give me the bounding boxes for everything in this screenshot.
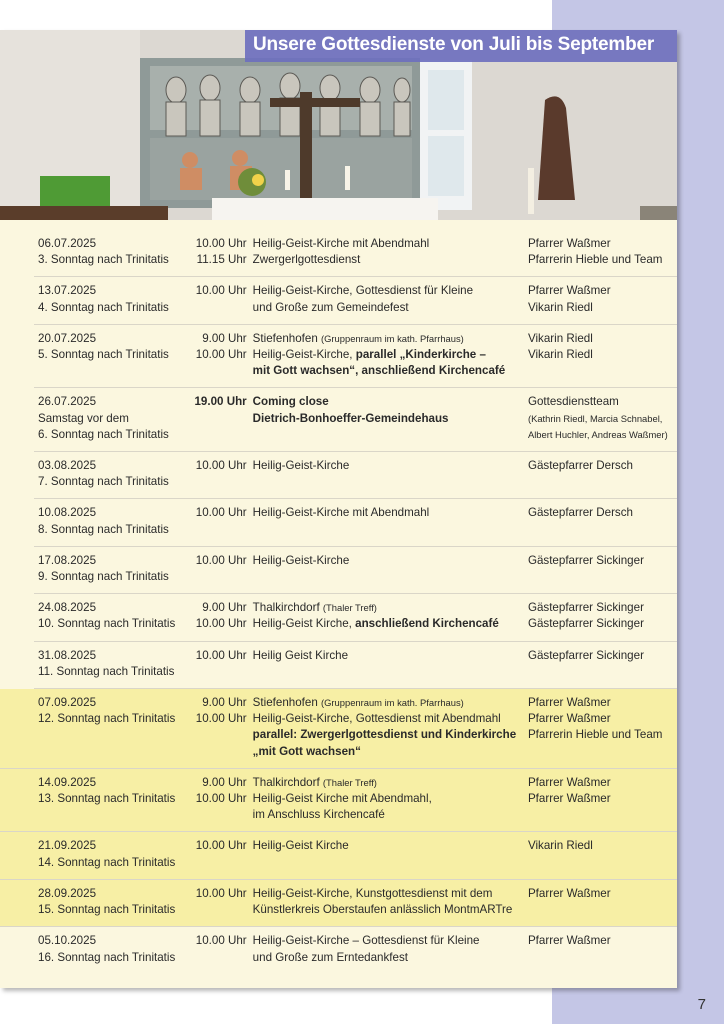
service-row [34,277,677,324]
service-row [34,452,677,499]
service-time: 9.00 Uhr 10.00 Uhr [195,331,247,362]
service-date: 26.07.2025 Samstag vor dem 6. Sonntag nach Trinitatis [38,395,169,441]
service-description: Heilig-Geist-Kirche [252,553,350,567]
service-person: Pfarrer Waßmer Pfarrer Waßmer [527,775,611,806]
service-description: Thalkirchdorf (Thaler Treff) Heilig-Geist Kirche, anschließend Kirchencafé [252,601,499,631]
service-person: Pfarrer Waßmer [527,886,611,900]
service-date: 20.07.2025 5. Sonntag nach Trinitatis [38,331,169,362]
service-person: Pfarrer Waßmer [527,934,611,948]
service-date: 03.08.2025 7. Sonntag nach Trinitatis [38,459,169,489]
service-row-highlighted [0,880,677,927]
page-number: 7 [697,996,706,1013]
service-person: Gästepfarrer Dersch [527,506,633,520]
service-person: Gästepfarrer Sickinger [527,648,644,662]
service-person: Gottesdienstteam (Kathrin Riedl, Marcia Schnabel, Albert Huchler, Andreas Waßmer) [527,395,668,440]
service-description: Thalkirchdorf (Thaler Treff) Heilig-Geist Kirche mit Abendmahl, im Anschluss Kirchencafé [252,775,432,822]
service-description: Coming close Dietrich-Bonhoeffer-Gemeindehaus [252,395,449,425]
page-title: Unsere Gottesdienste von Juli bis September [253,34,655,55]
service-time: 10.00 Uhr 11.15 Uhr [195,237,247,267]
service-time: 10.00 Uhr [195,459,247,473]
service-person: Gästepfarrer Dersch [527,459,633,473]
service-date: 14.09.2025 13. Sonntag nach Trinitatis [38,775,176,806]
service-row-highlighted [0,689,677,769]
service-time: 10.00 Uhr [195,553,247,567]
service-description: Heilig-Geist-Kirche mit Abendmahl [252,506,430,520]
service-time: 9.00 Uhr 10.00 Uhr [195,775,247,806]
service-date: 21.09.2025 14. Sonntag nach Trinitatis [38,839,176,869]
service-date: 06.07.2025 3. Sonntag nach Trinitatis [38,237,169,267]
service-person: Vikarin Riedl [527,839,593,853]
service-date: 05.10.2025 16. Sonntag nach Trinitatis [38,934,176,964]
schedule-card [0,30,677,988]
service-person: Pfarrer Waßmer Pfarrerin Hieble und Team [527,237,663,267]
service-time: 10.00 Uhr [195,839,247,853]
service-date: 10.08.2025 8. Sonntag nach Trinitatis [38,506,169,536]
service-description: Heilig-Geist Kirche [252,839,349,853]
service-row [34,230,677,277]
service-person: Pfarrer Waßmer Vikarin Riedl [527,284,611,314]
service-row [34,499,677,546]
service-time: 9.00 Uhr 10.00 Uhr [195,601,247,631]
service-person: Gästepfarrer Sickinger Gästepfarrer Sickinger [527,601,644,631]
service-row-highlighted [0,769,677,833]
service-description: Stiefenhofen (Gruppenraum im kath. Pfarrhaus) Heilig-Geist-Kirche, Gottesdienst mit Abendmahl parallel: Zwergerlgottesdienst und Kinderkirche „mit Gott wachsen“ [252,696,517,758]
service-date: 24.08.2025 10. Sonntag nach Trinitatis [38,601,176,631]
service-row [34,594,677,641]
service-time: 10.00 Uhr [195,284,247,298]
service-description: Stiefenhofen (Gruppenraum im kath. Pfarrhaus) Heilig-Geist-Kirche, parallel „Kinderkirche – mit Gott wachsen“, anschließend Kirchencafé [252,331,506,378]
service-description: Heilig-Geist-Kirche mit Abendmahl Zwergerlgottesdienst [252,237,430,267]
service-date: 31.08.2025 11. Sonntag nach Trinitatis [38,648,175,678]
service-row-highlighted [0,832,677,879]
service-row [34,325,677,389]
service-description: Heilig Geist Kirche [252,648,349,662]
service-date: 28.09.2025 15. Sonntag nach Trinitatis [38,886,176,917]
service-description: Heilig-Geist-Kirche [252,459,350,473]
title-bar [245,30,677,62]
service-description: Heilig-Geist-Kirche – Gottesdienst für Kleine und Große zum Erntedankfest [252,934,480,964]
service-time: 9.00 Uhr 10.00 Uhr [195,696,247,726]
service-person: Gästepfarrer Sickinger [527,553,644,567]
service-time: 19.00 Uhr [194,395,247,409]
service-time: 10.00 Uhr [195,934,247,948]
service-row [34,388,677,452]
service-row [34,927,677,973]
service-description: Heilig-Geist-Kirche, Kunstgottesdienst mit dem Künstlerkreis Oberstaufen anlässlich MontmARTre [252,886,513,917]
service-date: 13.07.2025 4. Sonntag nach Trinitatis [38,284,169,314]
service-row [34,642,677,689]
service-date: 07.09.2025 12. Sonntag nach Trinitatis [38,696,176,726]
service-date: 17.08.2025 9. Sonntag nach Trinitatis [38,553,169,584]
service-time: 10.00 Uhr [195,506,247,520]
service-person: Vikarin Riedl Vikarin Riedl [527,331,593,362]
service-time: 10.00 Uhr [195,648,247,662]
service-person: Pfarrer Waßmer Pfarrer Waßmer Pfarrerin Hieble und Team [527,696,663,742]
service-row [34,547,677,594]
service-description: Heilig-Geist-Kirche, Gottesdienst für Kleine und Große zum Gemeindefest [252,284,474,314]
service-time: 10.00 Uhr [195,886,247,900]
service-schedule [0,230,677,974]
